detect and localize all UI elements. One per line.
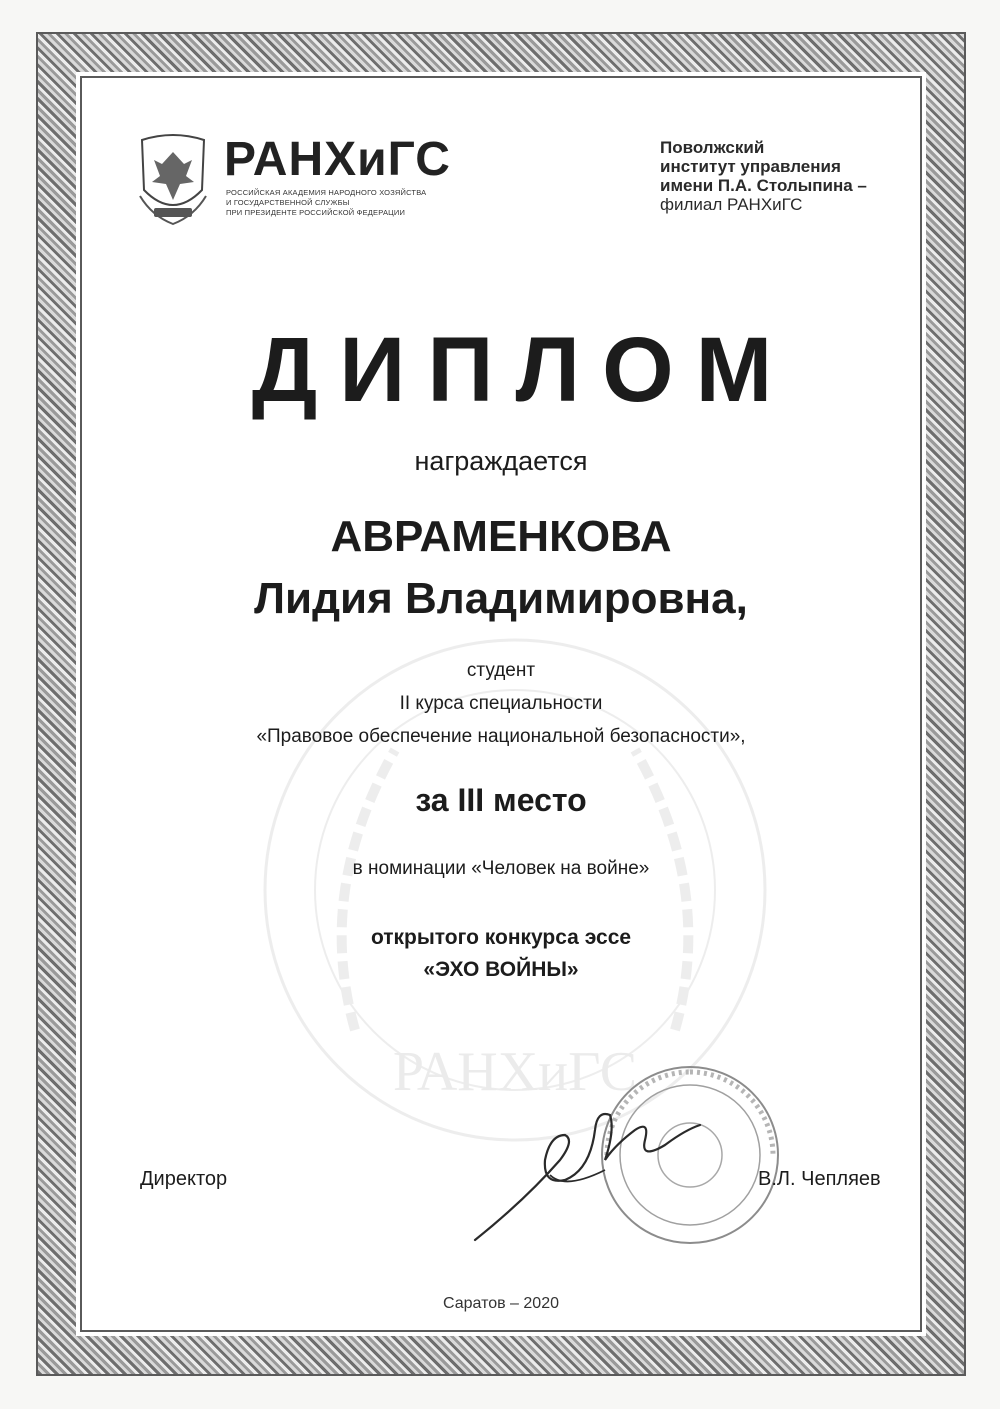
award-nomination: в номинации «Человек на войне» [352, 858, 650, 879]
logo-full-name-line-2: И ГОСУДАРСТВЕННОЙ СЛУЖБЫ [226, 198, 350, 207]
watermark-text: РАНХиГС [392, 1041, 638, 1103]
institute-line-2: институт управления [660, 157, 841, 176]
contest-name: «ЭХО ВОЙНЫ» [423, 958, 579, 981]
ranepa-logo [132, 130, 452, 230]
recipient-surname: АВРАМЕНКОВА [330, 512, 672, 561]
city-year: Саратов – 2020 [442, 1295, 559, 1312]
recipient-specialty: «Правовое обеспечение национальной безопасности», [256, 726, 746, 747]
recipient-status: студент [466, 660, 536, 681]
eagle-emblem-icon [132, 130, 214, 228]
signer-name: В.Л. Чепляев [758, 1168, 881, 1190]
awarded-text: награждается [414, 446, 588, 476]
recipient-course: II курса специальности [399, 693, 603, 714]
logo-full-name [226, 188, 456, 218]
director-signature-icon [465, 1090, 725, 1250]
recipient-given-names: Лидия Владимировна, [254, 574, 748, 623]
logo-full-name-line-1: РОССИЙСКАЯ АКАДЕМИЯ НАРОДНОГО ХОЗЯЙСТВА [226, 188, 427, 197]
institute-line-1: Поволжский [660, 138, 765, 157]
institute-name [660, 138, 910, 214]
institute-line-3: имени П.А. Столыпина – [660, 176, 867, 195]
signer-position: Директор [140, 1168, 228, 1190]
diploma-title: ДИПЛОМ [251, 319, 795, 421]
logo-full-name-line-3: ПРИ ПРЕЗИДЕНТЕ РОССИЙСКОЙ ФЕДЕРАЦИИ [226, 208, 406, 217]
institute-line-4: филиал РАНХиГС [660, 195, 803, 214]
award-place: за III место [415, 782, 587, 818]
logo-abbreviation: РАНХиГС [224, 133, 451, 186]
contest-type: открытого конкурса эссе [370, 926, 632, 949]
